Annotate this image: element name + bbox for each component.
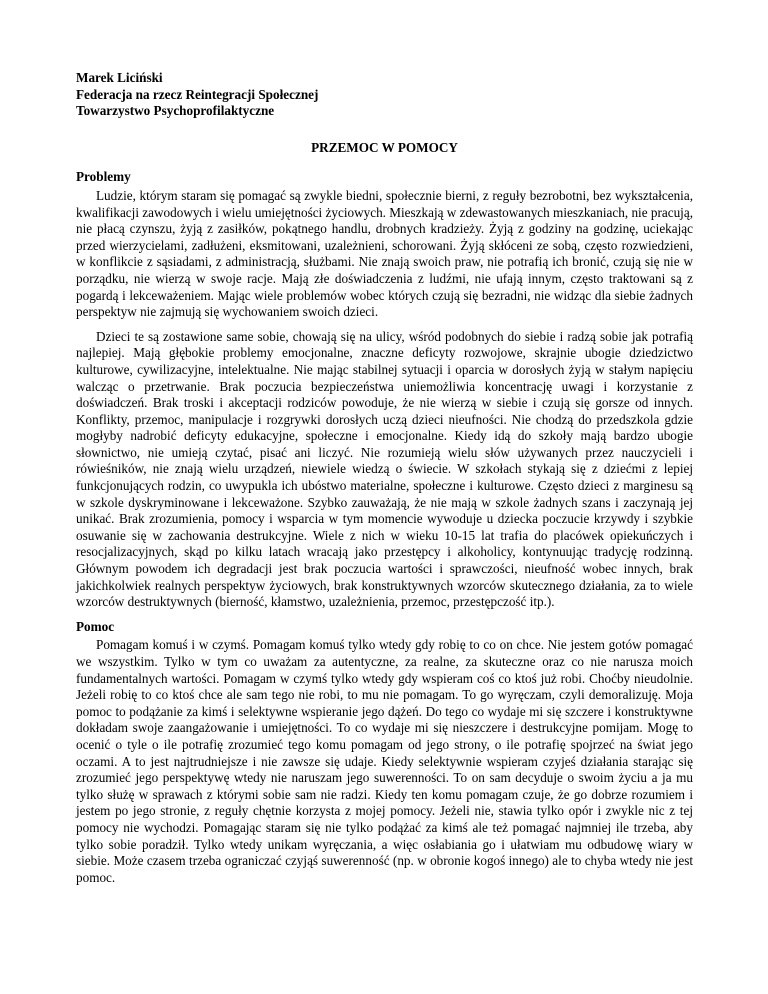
document-title: PRZEMOC W POMOCY bbox=[311, 139, 458, 155]
organization-line-2: Towarzystwo Psychoprofilaktyczne bbox=[76, 103, 275, 119]
paragraph: Pomagam komuś i w czymś. Pomagam komuś tylko wtedy gdy robię to co on chce. Nie jestem gotów pomagać we wszystkim. Tylko w tym co uważam za autentyczne, za realne, za skuteczne oraz co nie narusza moich fundamentalnych wartości. Pomagam w czymś tylko wtedy gdy wspieram coś co ktoś już robi. Choćby nieudolnie. Jeżeli robię to co ktoś chce ale sam tego nie robi, to mu nie pomagam. To go wyręczam, czyli demoralizuję. Moja pomoc to podążanie za kimś i selektywne wspieranie jego dążeń. Do tego co wydaje mi się szczere i konstruktywne dokładam swoje zaangażowanie i umiejętności. To co wydaje mi się nieszczere i destrukcyjne pomijam. Mogę to ocenić o tyle o ile potrafię zrozumieć tego komu pomagam od jego strony, o ile potrafię spojrzeć na świat jego oczami. A to jest najtrudniejsze i nie zawsze się udaje. Kiedy selektywnie wspieram czyjeś działania starając się zrozumieć jego perspektywę wtedy nie naruszam jego suwerenności. To on sam decyduje o swoim życiu a ja mu tylko służę w sprawach z którymi sobie sam nie radzi. Kiedy ten komu pomagam czuje, że go dobrze rozumiem i jestem po jego stronie, z reguły chętnie korzysta z mojej pomocy. Jeżeli nie, stawia tylko opór i zwykle nic z tej pomocy nie wychodzi. Pomagając staram się nie tylko podążać za kimś ale też pomagać najmniej ile trzeba, aby tylko sobie poradził. Tylko wtedy unikam wyręczania, a więc osłabiania go i ułatwiam mu odbudowę wiary w siebie. Może czasem trzeba ograniczać czyjąś suwerenność (np. w obronie kogoś innego) ale to chyba wtedy nie jest pomoc. bbox=[76, 637, 693, 885]
paragraph: Ludzie, którym staram się pomagać są zwykle biedni, społecznie bierni, z reguły bezrobotni, bez wykształcenia, kwalifikacji zawodowych i wielu umiejętności życiowych. Mieszkają w zdewastowanych mieszkaniach, nie pracują, nie płacą czynszu, żyją z zasiłków, pokątnego handlu, drobnych kradzieży. Żyją z godziny na godzinę, uciekając przed wierzycielami, zadłużeni, eksmitowani, uzależnieni, schorowani. Żyją skłóceni ze sobą, często rozwiedzieni, w konflikcie z sąsiadami, z administracją, służbami. Nie znają swoich praw, nie potrafią ich bronić, czują się nie w porządku, nie wierzą w swoje racje. Mają złe doświadczenia z ludźmi, nie ufają innym, często traktowani są z pogardą i lekceważeniem. Mając wiele problemów wobec których czują się bezradni, nie widząc dla siebie żadnych perspektyw nie zajmują się wychowaniem swoich dzieci. bbox=[76, 187, 693, 320]
paragraph: Dzieci te są zostawione same sobie, chowają się na ulicy, wśród podobnych do siebie i radzą sobie jak potrafią najlepiej. Mają głębokie problemy emocjonalne, znaczne deficyty rozwojowe, skrajnie ubogie dziedzictwo kulturowe, cywilizacyjne, intelektualne. Nie mając stabilnej sytuacji i oparcia w dorosłych żyją w stałym napięciu walcząc o przetrwanie. Brak poczucia bezpieczeństwa uniemożliwia koncentrację uwagi i korzystanie z doświadczeń. Brak troski i akceptacji rodziców powoduje, że nie wierzą w siebie i czują się gorsze od innych. Konflikty, przemoc, manipulacje i rozgrywki dorosłych uczą dzieci nieufności. Nie chodzą do przedszkola gdzie mogłyby nadrobić deficyty edukacyjne, społeczne i emocjonalne. Kiedy idą do szkoły mają bardzo ubogie słownictwo, nie umieją czytać, pisać ani liczyć. Nie rozumieją wielu słów używanych przez nauczycieli i rówieśników, nie znają wielu urządzeń, niewiele wiedzą o świecie. W szkołach stykają się z dziećmi z lepiej funkcjonujących rodzin, co uwypukla ich ubóstwo materialne, społeczne i kulturowe. Często dzieci z marginesu są w szkole dyskryminowane i lekceważone. Szybko zauważają, że nie mają w szkole żadnych szans i zaczynają jej unikać. Brak zrozumienia, pomocy i wsparcia w tym momencie wywoduje u dziecka poczucie krzywdy i szybkie osuwanie się w zachowania destrukcyjne. Wiele z nich w wieku 10-15 lat trafia do placówek opiekuńczych i resocjalizacyjnych, skąd po kilku latach wracają jako przestępcy i alkoholicy, kontynuując tradycję rodzinną. Głównym powodem ich degradacji jest brak poczucia wartości i sprawczości, nieufność wobec innych, brak jakichkolwiek realnych perspektyw życiowych, brak konstruktywnych wzorców skutecznego działania, za to wiele wzorców destruktywnych (bierność, kłamstwo, uzależnienia, przemoc, przestępczość itp.). bbox=[76, 328, 693, 610]
author-block bbox=[76, 70, 693, 120]
author-name: Marek Liciński bbox=[76, 70, 163, 85]
section-heading-pomoc: Pomoc bbox=[76, 618, 115, 634]
organization-line-1: Federacja na rzecz Reintegracji Społecznej bbox=[76, 86, 319, 102]
document-page bbox=[76, 70, 693, 894]
section-heading-problemy: Problemy bbox=[76, 169, 131, 185]
